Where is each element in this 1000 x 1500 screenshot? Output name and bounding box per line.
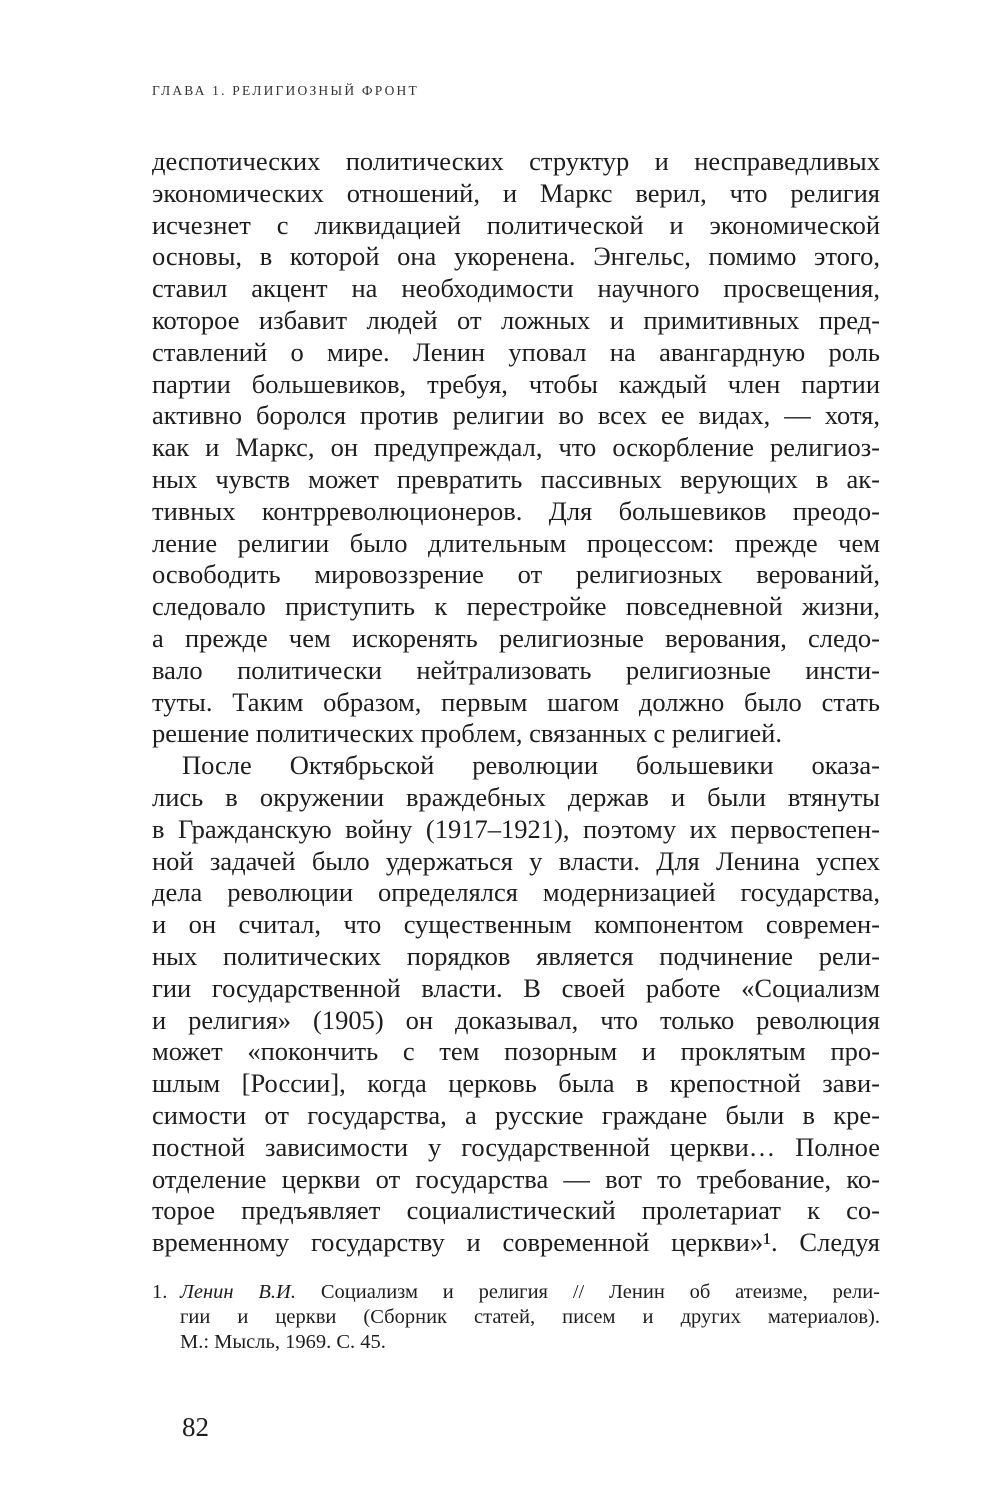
text-line: гии государственной власти. В своей работе «Социализм <box>152 972 880 1003</box>
text-line: решение политических проблем, связанных с религией. <box>152 718 782 749</box>
text-line: ных чувств может превратить пассивных верующих в ак- <box>152 463 880 494</box>
text-line: ление религии было длительным процессом: прежде чем <box>152 527 880 558</box>
footnote-line: М.: Мысль, 1969. С. 45. <box>180 1331 386 1353</box>
footnote <box>152 1280 880 1355</box>
text-line: а прежде чем искоренять религиозные верования, следо- <box>152 622 880 653</box>
text-line: следовало приступить к перестройке повседневной жизни, <box>152 591 880 622</box>
text-line: экономических отношений, и Маркс верил, что религия <box>152 177 880 208</box>
text-line: и он считал, что существенным компонентом современ- <box>152 909 880 940</box>
text-line: ставил акцент на необходимости научного просвещения, <box>152 273 880 304</box>
footnote-text: Социализм и религия // Ленин об атеизме, рели- <box>296 1281 880 1303</box>
text-line: ных политических порядков является подчинение рели- <box>152 940 880 971</box>
text-line: основы, в которой она укоренена. Энгельс, помимо этого, <box>152 241 880 272</box>
text-line: постной зависимости у государственной церкви… Полное <box>152 1131 880 1162</box>
text-line: которое избавит людей от ложных и примитивных пред- <box>152 304 880 335</box>
running-header: ГЛАВА 1. РЕЛИГИОЗНЫЙ ФРОНТ <box>152 83 419 98</box>
text-line: тивных контрреволюционеров. Для большевиков преодо- <box>152 495 880 526</box>
text-line: лись в окружении враждебных держав и были втянуты <box>152 781 880 812</box>
text-line: После Октябрьской революции большевики оказа- <box>182 750 880 781</box>
text-line: вало политически нейтрализовать религиозные инсти- <box>152 654 880 685</box>
text-line: деспотических политических структур и несправедливых <box>152 146 880 176</box>
text-line: туты. Таким образом, первым шагом должно было стать <box>152 686 880 717</box>
text-line: исчезнет с ликвидацией политической и экономической <box>152 209 880 240</box>
footnote-line: гии и церкви (Сборник статей, писем и других материалов). <box>180 1306 880 1328</box>
text-line: симости от государства, а русские граждане были в кре- <box>152 1099 880 1130</box>
text-line: временному государству и современной церкви»¹. Следуя <box>152 1227 880 1258</box>
text-line: торое предъявляет социалистический пролетариат к со- <box>152 1195 880 1226</box>
text-line: шлым [России], когда церковь была в крепостной зави- <box>152 1068 880 1099</box>
text-line: освободить мировоззрение от религиозных верований, <box>152 559 880 590</box>
text-line: ной задачей было удержаться у власти. Для Ленина успех <box>152 845 880 876</box>
text-line: ставлений о мире. Ленин уповал на авангардную роль <box>152 336 880 367</box>
footnote-line <box>180 1280 880 1305</box>
footnote-author: Ленин В.И. <box>180 1281 296 1303</box>
page-number: 82 <box>182 1412 209 1442</box>
text-line: может «покончить с тем позорным и проклятым про- <box>152 1036 880 1067</box>
text-line: и религия» (1905) он доказывал, что только революция <box>152 1004 880 1035</box>
text-line: активно боролся против религии во всех ее видах, — хотя, <box>152 400 880 431</box>
text-line: в Гражданскую войну (1917–1921), поэтому их первостепен- <box>152 813 880 844</box>
footnote-number: 1. <box>152 1281 168 1303</box>
text-line: дела революции определялся модернизацией государства, <box>152 877 880 908</box>
text-line: как и Маркс, он предупреждал, что оскорбление религиоз- <box>152 432 880 463</box>
text-line: отделение церкви от государства — вот то требование, ко- <box>152 1163 880 1194</box>
text-line: партии большевиков, требуя, чтобы каждый член партии <box>152 368 880 399</box>
body-text <box>152 146 880 1259</box>
